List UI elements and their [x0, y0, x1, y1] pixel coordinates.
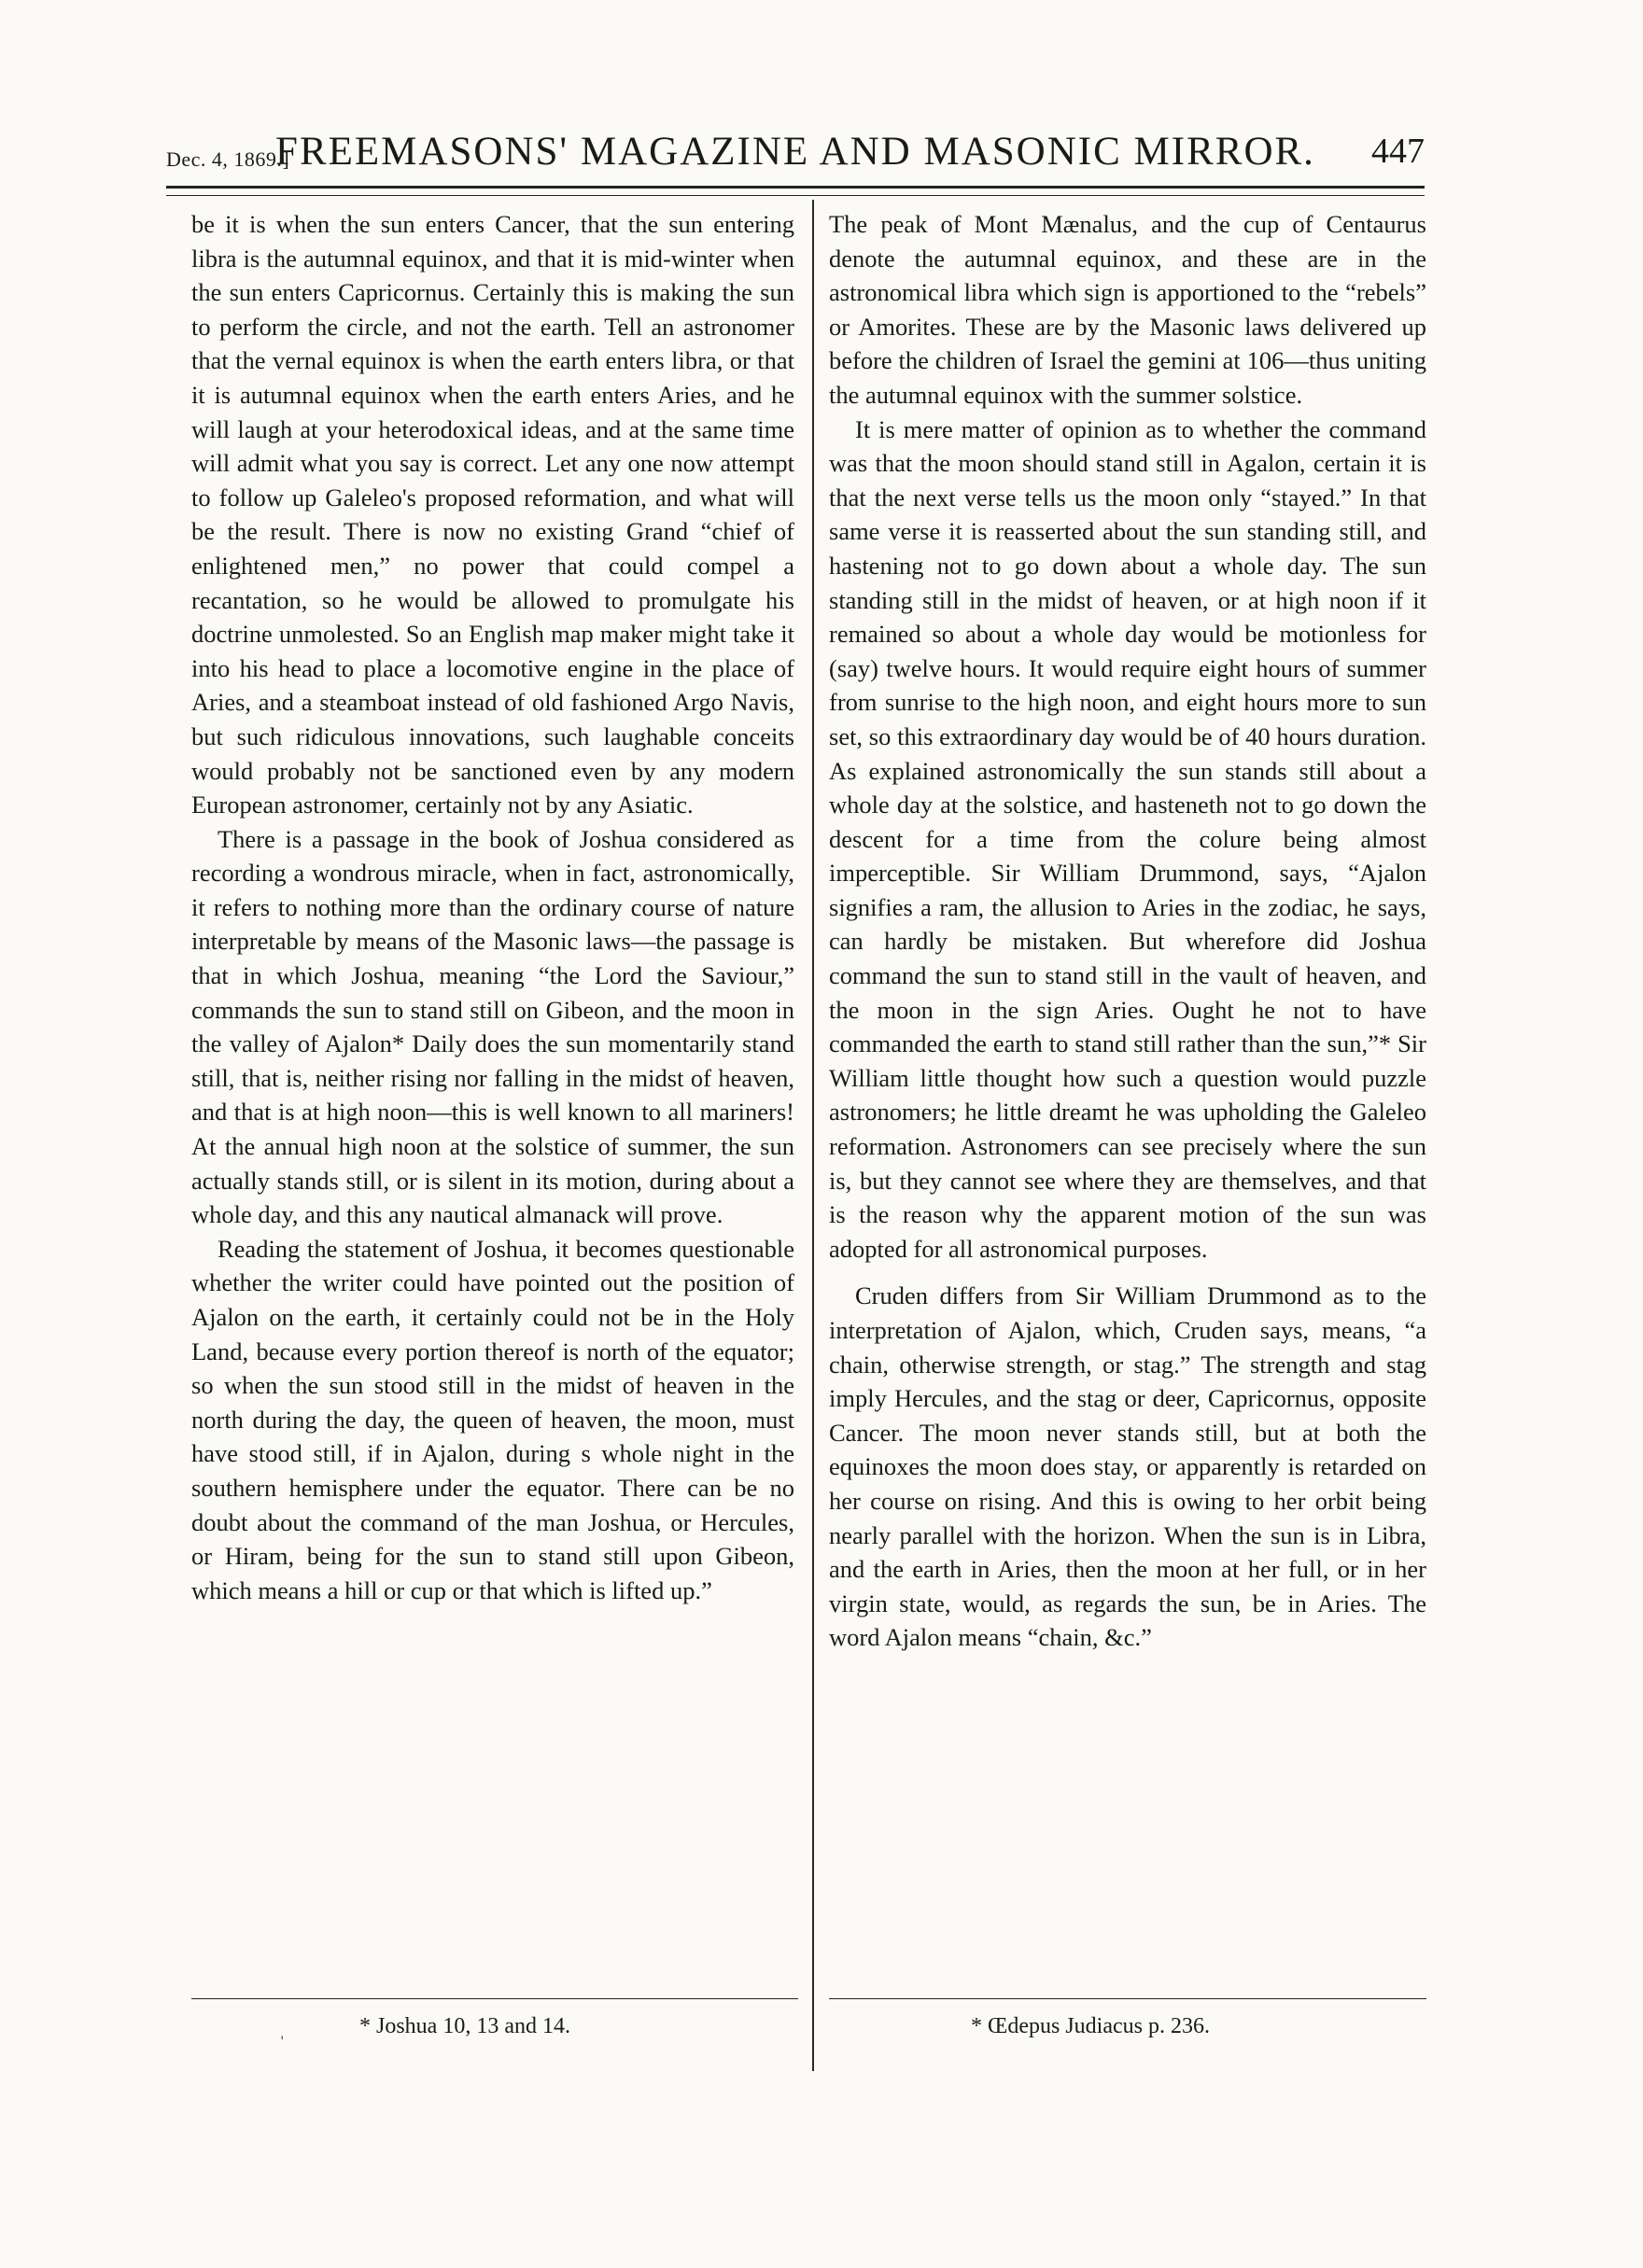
- right-footnote: * Œdepus Judiacus p. 236.: [971, 2014, 1210, 2038]
- header-date: Dec. 4, 1869.]: [166, 147, 290, 171]
- right-column: [829, 207, 1426, 1655]
- page-number: 447: [1371, 132, 1425, 171]
- left-paragraph-1: be it is when the sun enters Cancer, that the sun entering libra is the autumnal equinox, and that it is mid-winter when the sun enters Capricornus. Certainly this is making the sun to perform the circle, and not the earth. Tell an astronomer that the vernal equinox is when the earth enters libra, or that it is autumnal equinox when the earth enters Aries, and he will laugh at your heterodoxical ideas, and at the same time will admit what you say is correct. Let any one now attempt to follow up Galeleo's proposed reformation, and what will be the result. There is now no existing Grand “chief of enlightened men,” no power that could compel a recantation, so he would be allowed to promulgate his doctrine unmolested. So an English map maker might take it into his head to place a locomotive engine in the place of Aries, and a steamboat instead of old fashioned Argo Navis, but such ridiculous innovations, such laughable conceits would probably not be sanctioned even by any modern European astronomer, certainly not by any Asiatic.: [191, 210, 794, 819]
- header-title: FREEMASONS' MAGAZINE AND MASONIC MIRROR.: [275, 130, 1315, 174]
- column-divider: [812, 200, 814, 2071]
- header-double-rule: [166, 186, 1425, 196]
- right-footnote-rule: [829, 1998, 1426, 1999]
- left-paragraph-2: There is a passage in the book of Joshua considered as recording a wondrous miracle, when in fact, astronomically, it refers to nothing more than the ordinary course of nature interpretable by means of the Masonic laws—the passage is that in which Joshua, meaning “the Lord the Saviour,” commands the sun to stand still on Gibeon, and the moon in the valley of Ajalon* Daily does the sun momentarily stand still, that is, neither rising nor falling in the midst of heaven, and that is at high noon—this is well known to all mariners! At the annual high noon at the solstice of summer, the sun actually stands still, or is silent in its motion, during about a whole day, and this any nautical almanack will prove.: [191, 824, 794, 1229]
- page-header: [166, 129, 1425, 181]
- left-paragraph-3: Reading the statement of Joshua, it becomes questionable whether the writer could have pointed out the position of Ajalon on the earth, it certainly could not be in the Holy Land, because every portion thereof is north of the equator; so when the sun stood still in the midst of heaven in the north during the day, the queen of heaven, the moon, must have stood still, if in Ajalon, during s whole night in the southern hemisphere under the equator. There can be no doubt about the command of the man Joshua, or Hercules, or Hiram, being for the sun to stand still upon Gibeon, which means a hill or cup or that which is lifted up.”: [191, 1234, 794, 1604]
- right-paragraph-2: It is mere matter of opinion as to whether the command was that the moon should stand still in Agalon, certain it is that the next verse tells us the moon only “stayed.” In that same verse it is reasserted about the sun standing still, and hastening not to go down about a whole day. The sun standing still in the midst of heaven, or at high noon if it remained so about a whole day would be motionless for (say) twelve hours. It would require eight hours of summer from sunrise to the high noon, and eight hours more to sun set, so this extraordinary day would be of 40 hours duration. As explained astronomically the sun stands still about a whole day at the solstice, and hasteneth not to go down the descent for a time from the colure being almost imperceptible. Sir William Drummond, says, “Ajalon signifies a ram, the allusion to Aries in the zodiac, he says, can hardly be mistaken. But wherefore did Joshua command the sun to stand still in the vault of heaven, and the moon in the sign Aries. Ought he not to have commanded the earth to stand still rather than the sun,”* Sir William little thought how such a question would puzzle astronomers; he little dreamt he was upholding the Galeleo reformation. Astronomers can see precisely where the sun is, but they cannot see where they are themselves, and that is the reason why the apparent motion of the sun was adopted for all astronomical purposes.: [829, 414, 1426, 1263]
- stray-print-mark: ˌ: [280, 2023, 285, 2041]
- left-footnote-rule: [191, 1998, 798, 1999]
- right-paragraph-1: The peak of Mont Mænalus, and the cup of Centaurus denote the autumnal equinox, and these are in the astronomical libra which sign is apportioned to the “rebels” or Amorites. These are by the Masonic laws delivered up before the children of Israel the gemini at 106—thus uniting the autumnal equinox with the summer solstice.: [829, 210, 1426, 409]
- left-column: [191, 207, 794, 1607]
- right-paragraph-3: Cruden differs from Sir William Drummond as to the interpretation of Ajalon, which, Cruden says, means, “a chain, otherwise strength, or stag.” The strength and stag imply Hercules, and the stag or deer, Capricornus, opposite Cancer. The moon never stands still, but at both the equinoxes the moon does stay, or apparently is retarded on her course on rising. And this is owing to her orbit being nearly parallel with the horizon. When the sun is in Libra, and the earth in Aries, then the moon at her full, or in her virgin state, would, as regards the sun, be in Aries. The word Ajalon means “chain, &c.”: [829, 1281, 1426, 1652]
- left-footnote: * Joshua 10, 13 and 14.: [359, 2014, 570, 2038]
